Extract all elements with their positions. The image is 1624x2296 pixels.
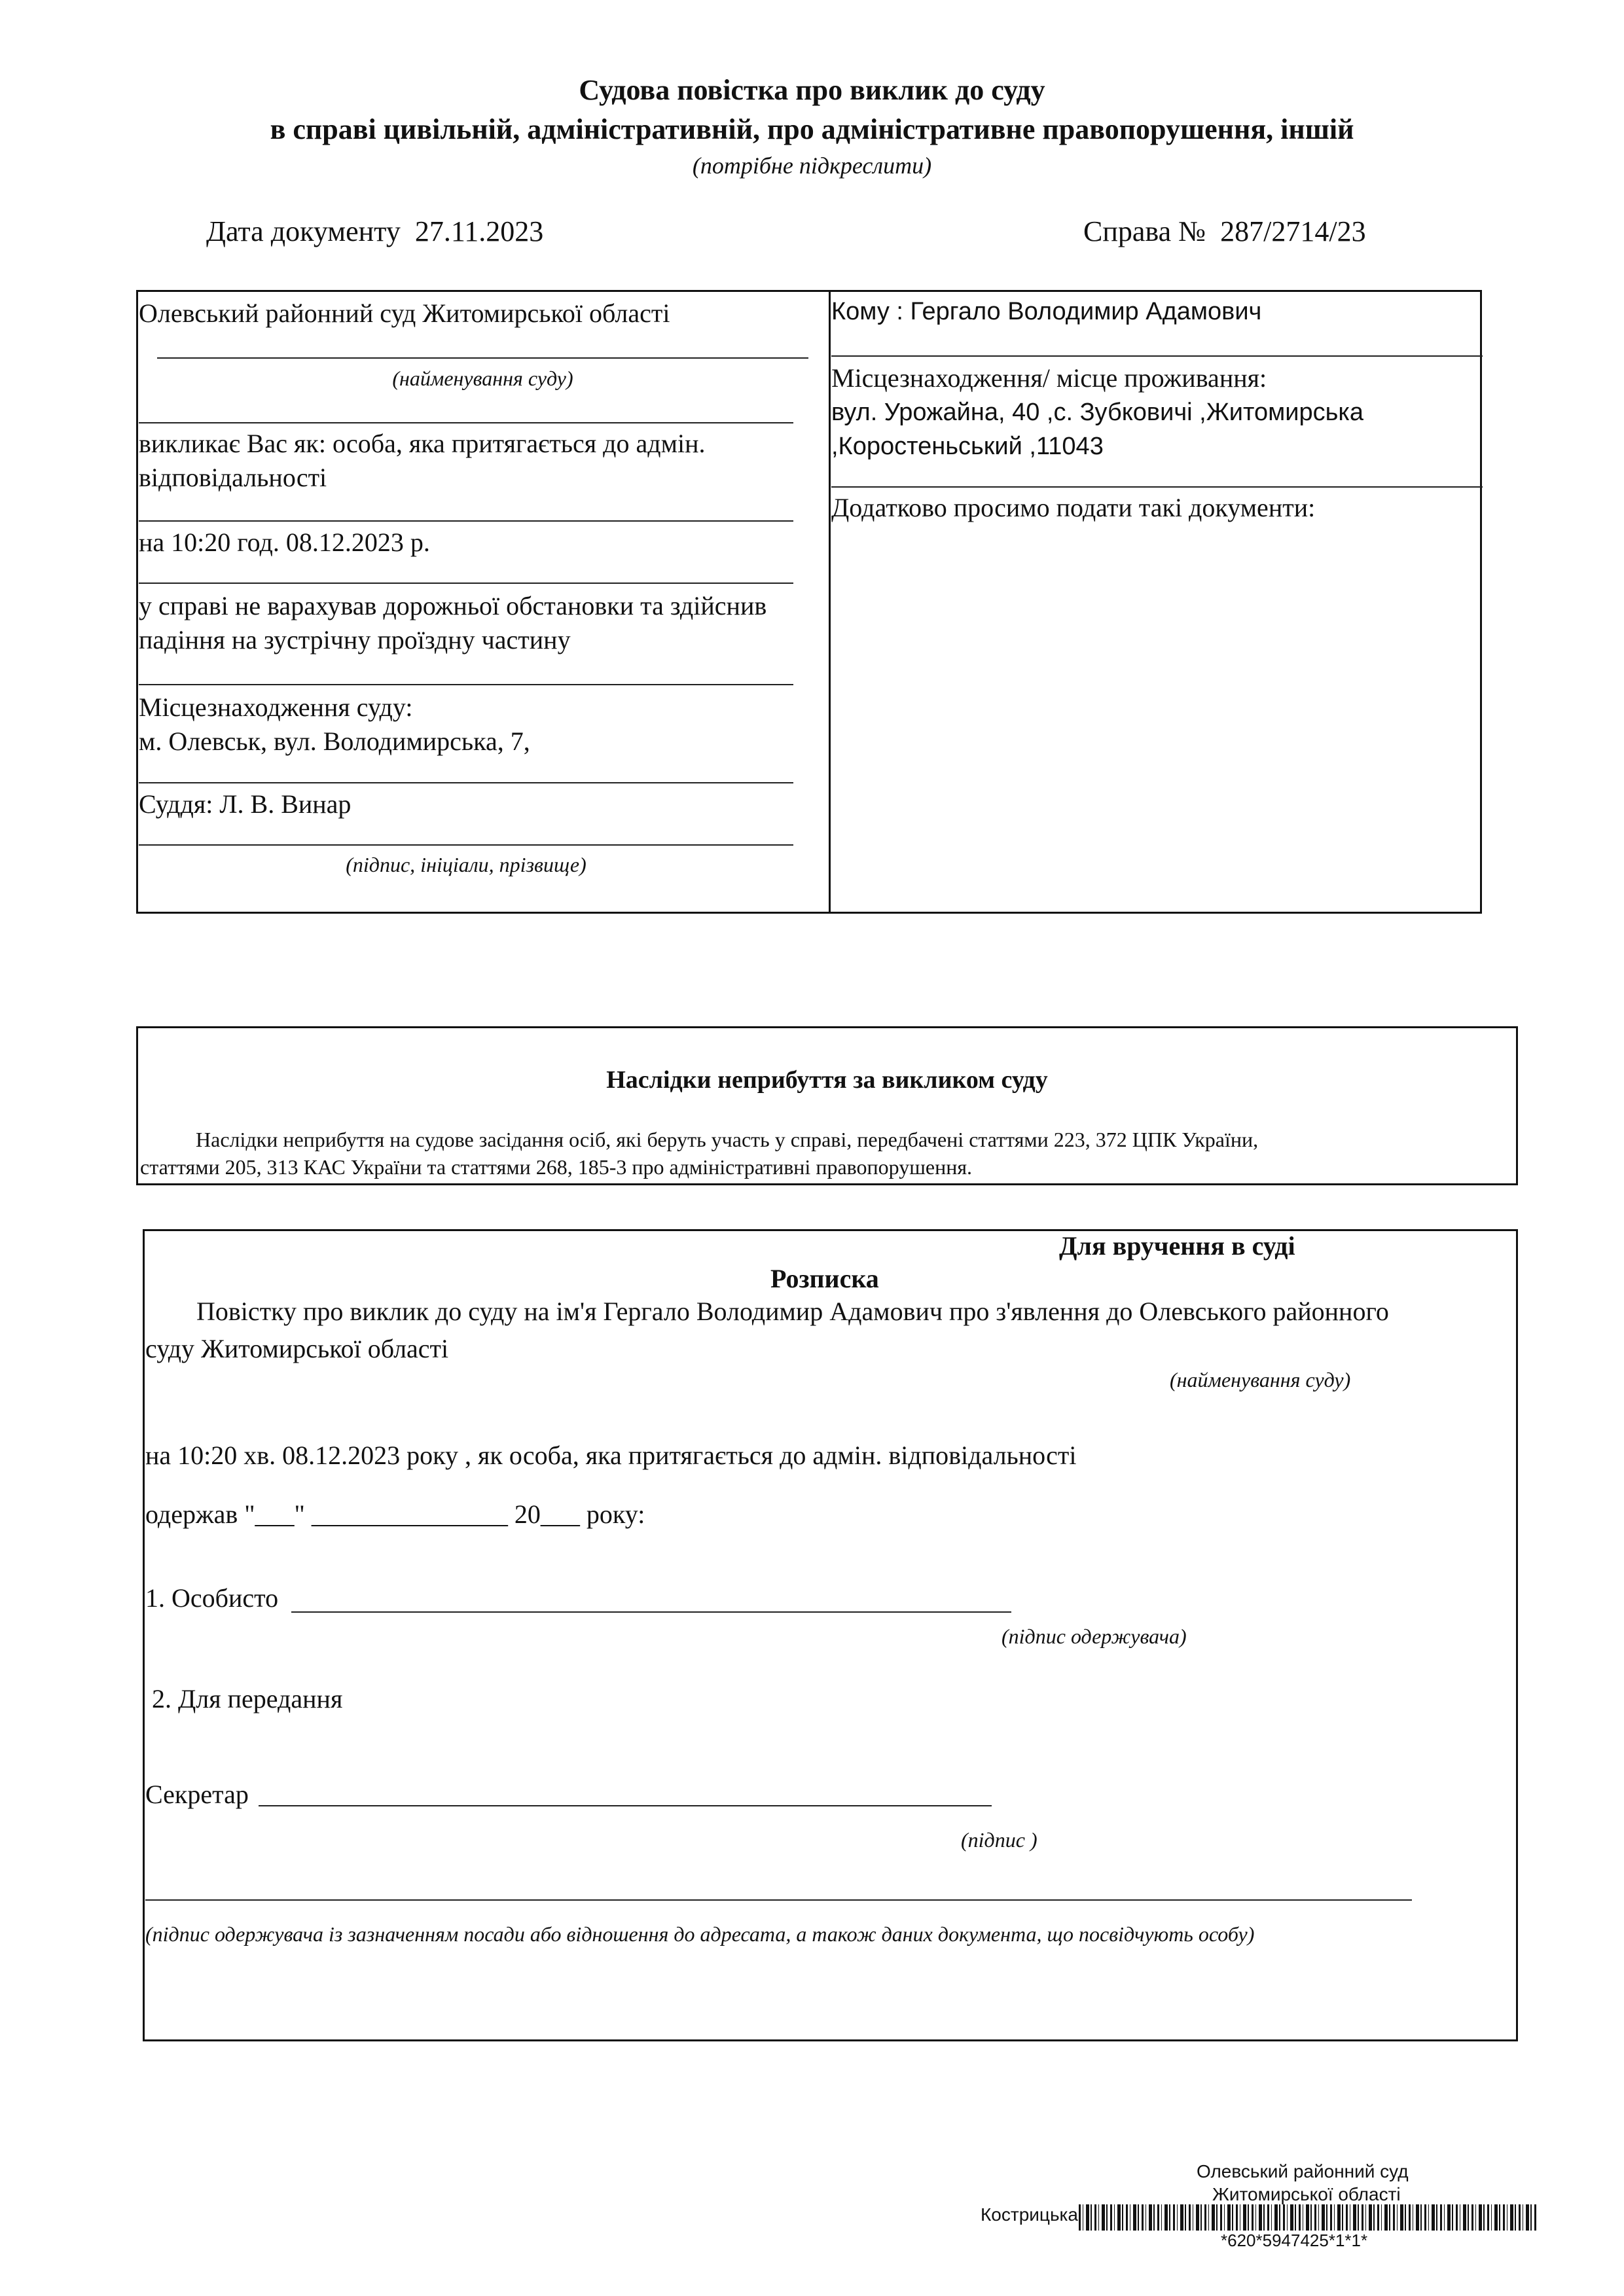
left-divider-5 [139, 782, 793, 783]
receipt-text-line2: суду Житомирської області [145, 1334, 449, 1363]
stamp-court-line2: Житомирської області [1212, 2184, 1401, 2204]
left-divider-2 [139, 520, 793, 522]
case-label: Справа № [1083, 215, 1206, 247]
case-description-line2: падіння на зустрічну проїздну частину [139, 625, 571, 655]
court-name-underline [157, 357, 808, 359]
judge: Суддя: Л. В. Винар [139, 789, 352, 819]
receipt-court-caption: (найменування суду) [1170, 1368, 1351, 1391]
clerk-name: Кострицька [981, 2204, 1078, 2225]
recipient-signature-caption: (підпис одержувача) [1001, 1624, 1187, 1648]
court-location [139, 691, 530, 759]
barcode [1079, 2204, 1537, 2231]
document-subtitle: (потрібне підкреслити) [692, 152, 932, 179]
consequences-text-line2: статтями 205, 313 КАС України та статтями 268, 185-3 про адміністративні правопорушення. [140, 1155, 973, 1179]
consequences-heading: Наслідки неприбуття за викликом суду [606, 1066, 1048, 1094]
judge-caption: (підпис, ініціали, прізвище) [346, 853, 586, 876]
date-value: 27.11.2023 [414, 215, 544, 247]
left-divider-4 [139, 684, 793, 685]
document-date [206, 215, 543, 248]
summons-as-line2: відповідальності [139, 463, 327, 492]
recipient-details-caption: (підпис одержувача із зазначенням посади або відношення до адресата, а також даних документа, що посвідчують особу) [145, 1922, 1255, 1946]
barcode-text: *620*5947425*1*1* [1221, 2231, 1368, 2250]
secretary-label: Секретар [145, 1780, 249, 1809]
received-date-line: одержав "___" _______________ 20___ року: [145, 1499, 645, 1529]
case-number-value: 287/2714/23 [1220, 215, 1366, 247]
residence-line1: вул. Урожайна, 40 ,с. Зубковичі ,Житомирська [831, 399, 1363, 426]
left-divider-3 [139, 583, 793, 584]
court-caption: (найменування суду) [392, 367, 573, 390]
column-divider [829, 290, 831, 914]
date-label: Дата документу [206, 215, 401, 247]
court-name: Олевський районний суд Житомирської області [139, 298, 670, 328]
court-location-label: Місцезнаходження суду: [139, 692, 413, 722]
summons-as [139, 427, 705, 495]
consequences-text-line1: Наслідки неприбуття на судове засідання осіб, які беруть участь у справі, передбачені статтями 223, 372 ЦПК України, [196, 1128, 1259, 1151]
summons-as-line1: викликає Вас як: особа, яка притягається до адмін. [139, 429, 706, 458]
recipient-underline [831, 355, 1483, 357]
hearing-time: на 10:20 год. 08.12.2023 р. [139, 528, 430, 557]
recipient-details-line [145, 1899, 1412, 1901]
document-title-line2: в справі цивільній, адміністративній, про адміністративне правопорушення, іншій [270, 113, 1354, 145]
personal-label: 1. Особисто [145, 1583, 279, 1613]
signature-caption: (підпис ) [961, 1828, 1038, 1852]
secretary-signature-line [259, 1805, 992, 1806]
document-title: Судова повістка про виклик до суду [579, 74, 1045, 106]
stamp-court-line1: Олевський районний суд [1197, 2161, 1409, 2181]
case-description-line1: у справі не варахував дорожньої обстановки та здійснив [139, 591, 767, 620]
case-number [1083, 215, 1366, 248]
consequences-text [140, 1126, 1515, 1181]
case-description [139, 589, 767, 657]
recipient-residence [831, 361, 1363, 463]
documents-request: Додатково просимо подати такі документи: [831, 493, 1316, 522]
receipt-heading: Розписка [770, 1264, 879, 1293]
court-location-value: м. Олевськ, вул. Володимирська, 7, [139, 726, 530, 756]
transfer-label: 2. Для передання [152, 1684, 343, 1713]
personal-signature-line [291, 1611, 1011, 1613]
residence-line2: ,Коростеньський ,11043 [831, 433, 1104, 460]
receipt-time: на 10:20 хв. 08.12.2023 року , як особа, яка притягається до адмін. відповідальності [145, 1441, 1077, 1470]
receipt-text [145, 1293, 1513, 1367]
residence-label: Місцезнаходження/ місце проживання: [831, 363, 1267, 393]
residence-underline [831, 486, 1483, 488]
judge-underline [139, 844, 793, 846]
receipt-text-line1: Повістку про виклик до суду на ім'я Гергало Володимир Адамович про з'явлення до Олевського районного [196, 1297, 1389, 1326]
recipient-name: Кому : Гергало Володимир Адамович [831, 298, 1262, 325]
left-divider-1 [139, 422, 793, 423]
for-court-label: Для вручення в суді [1059, 1231, 1295, 1261]
